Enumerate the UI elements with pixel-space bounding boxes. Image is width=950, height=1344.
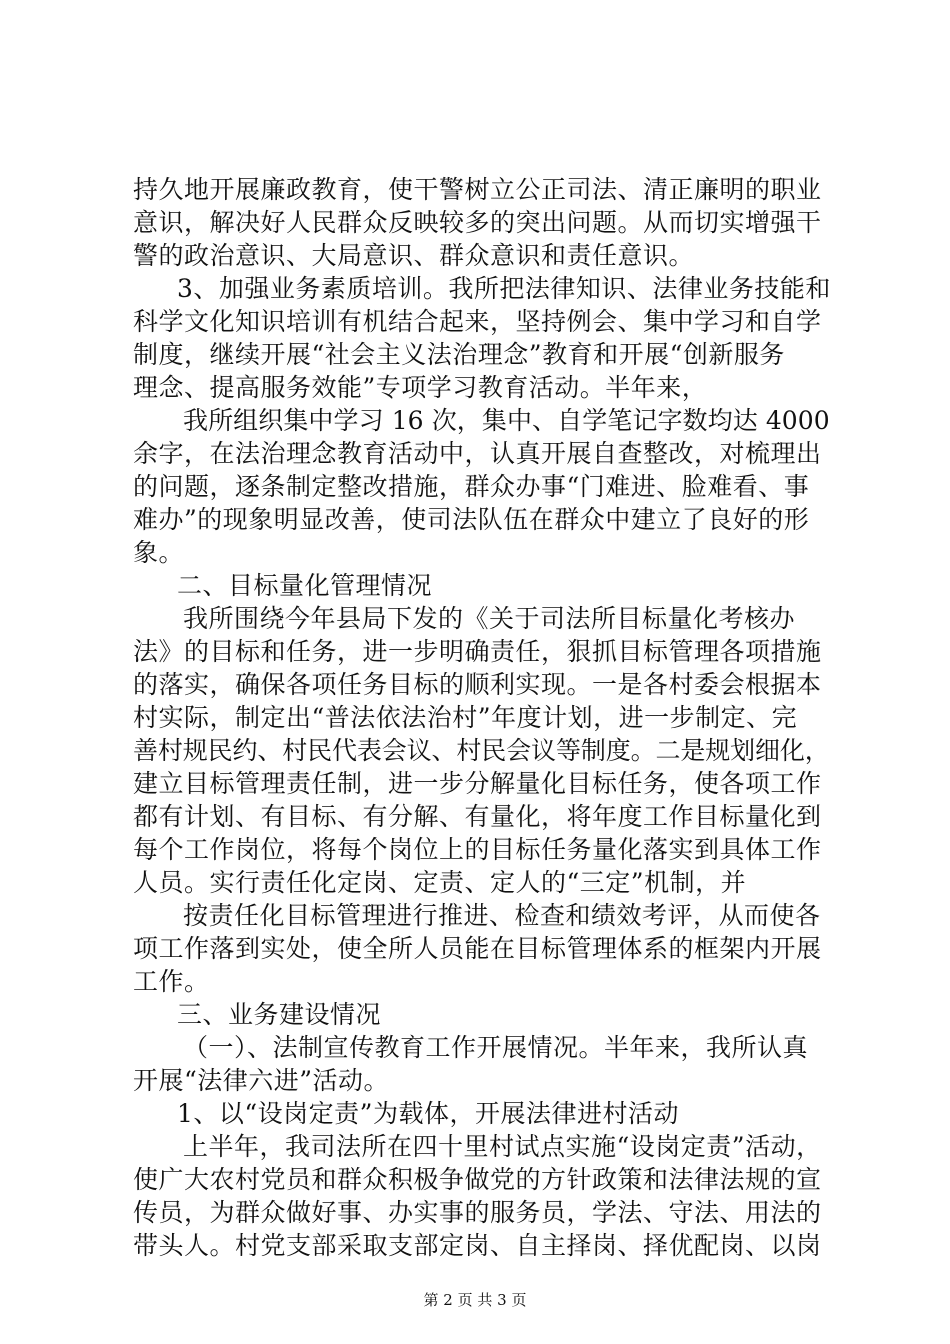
text-line: 1、以“设岗定责”为载体，开展法律进村活动 — [177, 1099, 679, 1128]
text-line: 法》的目标和任务，进一步明确责任，狠抓目标管理各项措施 — [133, 637, 822, 666]
text-line: 都有计划、有目标、有分解、有量化，将年度工作目标量化到 — [133, 802, 822, 831]
text-line: 按责任化目标管理进行推进、检查和绩效考评，从而使各 — [183, 901, 821, 930]
text-line: 传员，为群众做好事、办实事的服务员，学法、守法、用法的 — [133, 1198, 822, 1227]
text-line: 3、加强业务素质培训。我所把法律知识、法律业务技能和 — [177, 274, 831, 303]
text-line: 象。 — [133, 538, 185, 567]
text-line: 三、业务建设情况 — [177, 1000, 382, 1029]
text-line: 的问题，逐条制定整改措施，群众办事“门难进、脸难看、事 — [133, 472, 810, 501]
text-line: 二、目标量化管理情况 — [177, 571, 433, 600]
body-text — [133, 173, 831, 1262]
text-line: 工作。 — [133, 967, 210, 996]
text-line: 建立目标管理责任制，进一步分解量化目标任务，使各项工作 — [133, 769, 822, 798]
page-footer: 第 2 页 共 3 页 — [423, 1291, 527, 1309]
text-line: 制度，继续开展“社会主义法治理念”教育和开展“创新服务 — [133, 340, 785, 369]
text-line: 的落实，确保各项任务目标的顺利实现。一是各村委会根据本 — [133, 670, 822, 699]
text-line: （一）、法制宣传教育工作开展情况。半年来，我所认真 — [183, 1033, 809, 1062]
text-line: 意识，解决好人民群众反映较多的突出问题。从而切实增强干 — [133, 208, 822, 237]
text-line: 我所组织集中学习 16 次，集中、自学笔记字数均达 4000 — [183, 406, 830, 435]
text-line: 每个工作岗位，将每个岗位上的目标任务量化落实到具体工作 — [133, 835, 822, 864]
text-line: 警的政治意识、大局意识、群众意识和责任意识。 — [133, 241, 695, 270]
text-line: 理念、提高服务效能”专项学习教育活动。半年来， — [133, 373, 708, 402]
text-line: 科学文化知识培训有机结合起来，坚持例会、集中学习和自学 — [133, 307, 822, 336]
text-line: 我所围绕今年县局下发的《关于司法所目标量化考核办 — [183, 604, 796, 633]
text-line: 开展“法律六进”活动。 — [133, 1066, 390, 1095]
text-line: 持久地开展廉政教育，使干警树立公正司法、清正廉明的职业 — [133, 175, 822, 204]
text-line: 村实际，制定出“普法依法治村”年度计划，进一步制定、完 — [133, 703, 798, 732]
text-line: 余字，在法治理念教育活动中，认真开展自查整改，对梳理出 — [133, 439, 822, 468]
text-line: 项工作落到实处，使全所人员能在目标管理体系的框架内开展 — [133, 934, 822, 963]
text-line: 使广大农村党员和群众积极争做党的方针政策和法律法规的宣 — [133, 1165, 822, 1194]
text-line: 带头人。村党支部采取支部定岗、自主择岗、择优配岗、以岗 — [133, 1231, 822, 1260]
text-line: 上半年，我司法所在四十里村试点实施“设岗定责”活动， — [183, 1132, 822, 1161]
text-line: 人员。实行责任化定岗、定责、定人的“三定”机制，并 — [133, 868, 747, 897]
text-line: 难办”的现象明显改善，使司法队伍在群众中建立了良好的形 — [133, 505, 810, 534]
text-line: 善村规民约、村民代表会议、村民会议等制度。二是规划细化， — [133, 736, 830, 765]
